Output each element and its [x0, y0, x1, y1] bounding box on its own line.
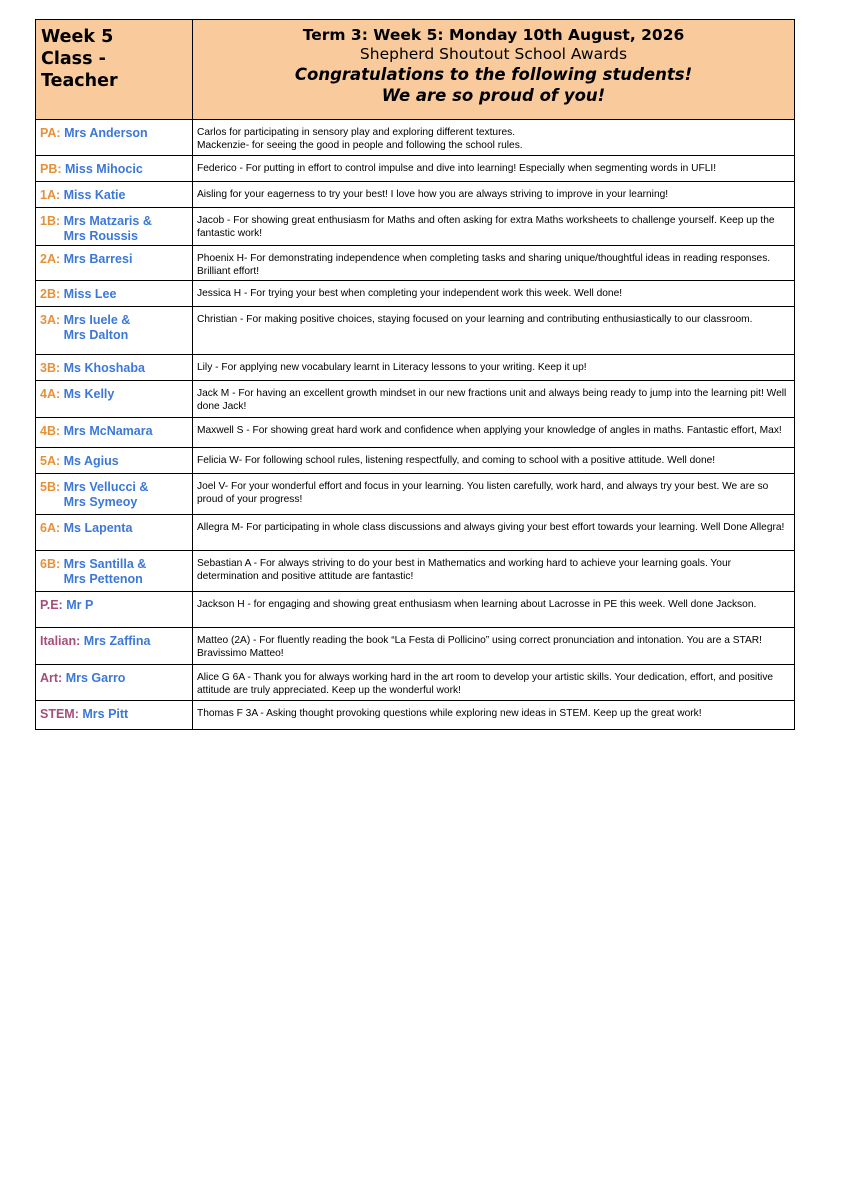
proud-line: We are so proud of you!: [381, 86, 606, 105]
award-row: [36, 515, 795, 551]
teacher-name-second: Mrs Dalton: [63, 328, 129, 342]
teacher-name: Mrs Garro: [65, 671, 126, 685]
award-row: [36, 551, 795, 592]
award-row: [36, 307, 795, 355]
class-code: 6A:: [40, 521, 61, 535]
class-teacher-cell: [36, 281, 193, 307]
teacher-name-second: Mrs Pettenon: [63, 572, 143, 586]
teacher-name: Mr P: [66, 598, 94, 612]
award-message: Phoenix H- For demonstrating independence when completing tasks and sharing unique/thoughtful ideas in reading responses. Brilliant effort!: [193, 246, 795, 281]
award-row: [36, 156, 795, 182]
teacher-names: [64, 252, 133, 267]
award-message: Thomas F 3A - Asking thought provoking questions while exploring new ideas in STEM. Keep up the great work!: [193, 701, 795, 730]
award-row: [36, 281, 795, 307]
class-code: 5A:: [40, 454, 61, 468]
teacher-names: [64, 387, 115, 402]
award-row: [36, 418, 795, 448]
class-teacher-cell: [36, 355, 193, 381]
award-message: Joel V- For your wonderful effort and focus in your learning. You listen carefully, work hard, and always try your best. We are so proud of your progress!: [193, 474, 795, 515]
teacher-names: [66, 598, 93, 613]
teacher-name: Miss Katie: [63, 188, 126, 202]
teacher-name: Miss Lee: [63, 287, 117, 301]
class-teacher-cell: [36, 307, 193, 355]
class-code: 2A:: [40, 252, 61, 266]
class-code: Italian:: [40, 634, 81, 648]
award-row: [36, 448, 795, 474]
award-message: Aisling for your eagerness to try your best! I love how you are always striving to improve in your learning!: [193, 182, 795, 208]
class-teacher-cell: [36, 628, 193, 665]
week-label: Week 5: [41, 27, 114, 47]
award-row: [36, 246, 795, 281]
class-code: 3A:: [40, 313, 61, 327]
class-teacher-cell: [36, 418, 193, 448]
class-code: STEM:: [40, 707, 79, 721]
class-teacher-cell: [36, 592, 193, 628]
class-code: 1B:: [40, 214, 61, 228]
class-teacher-label: Class - Teacher: [41, 49, 118, 91]
class-code: 3B:: [40, 361, 61, 375]
class-teacher-cell: [36, 246, 193, 281]
award-message: Sebastian A - For always striving to do your best in Mathematics and working hard to achieve your learning goals. Your determination and positive attitude are fantastic!: [193, 551, 795, 592]
teacher-name: Ms Lapenta: [63, 521, 133, 535]
class-teacher-cell: [36, 551, 193, 592]
teacher-names: [82, 707, 128, 722]
class-teacher-cell: [36, 701, 193, 730]
class-teacher-cell: [36, 448, 193, 474]
award-message: Alice G 6A - Thank you for always working hard in the art room to develop your artistic skills. Your dedication, effort, and positive attitude are truly appreciated. Keep up the wonderful work!: [193, 665, 795, 701]
teacher-names: [84, 634, 151, 649]
class-teacher-cell: [36, 381, 193, 418]
class-code: 2B:: [40, 287, 61, 301]
class-teacher-cell: [36, 474, 193, 515]
teacher-names: [64, 480, 149, 510]
class-code: P.E:: [40, 598, 63, 612]
class-teacher-cell: [36, 208, 193, 246]
teacher-name: Mrs McNamara: [63, 424, 153, 438]
header-title-cell: [193, 20, 795, 120]
teacher-names: [64, 521, 133, 536]
teacher-name: Mrs Barresi: [63, 252, 133, 266]
award-message: Jessica H - For trying your best when completing your independent work this week. Well done!: [193, 281, 795, 307]
class-code: PA:: [40, 126, 61, 140]
teacher-name: Ms Agius: [63, 454, 119, 468]
teacher-name: Mrs Matzaris &: [63, 214, 152, 228]
award-message: Christian - For making positive choices, staying focused on your learning and contributing enthusiastically to our classroom.: [193, 307, 795, 355]
award-row: [36, 592, 795, 628]
award-message: Jackson H - for engaging and showing great enthusiasm when learning about Lacrosse in PE this week. Well done Jackson.: [193, 592, 795, 628]
award-row: [36, 474, 795, 515]
class-code: Art:: [40, 671, 63, 685]
teacher-name: Mrs Pitt: [82, 707, 129, 721]
teacher-names: [66, 671, 126, 686]
award-message: Maxwell S - For showing great hard work and confidence when applying your knowledge of angles in maths. Fantastic effort, Max!: [193, 418, 795, 448]
teacher-names: [64, 313, 131, 343]
class-teacher-cell: [36, 156, 193, 182]
teacher-names: [64, 557, 147, 587]
term-date-title: Term 3: Week 5: Monday 10th August, 2026: [302, 26, 685, 44]
class-code: 4B:: [40, 424, 61, 438]
award-message: Lily - For applying new vocabulary learnt in Literacy lessons to your writing. Keep it up!: [193, 355, 795, 381]
award-row: [36, 381, 795, 418]
award-message: Jack M - For having an excellent growth mindset in our new fractions unit and always being ready to jump into the learning pit! Well done Jack!: [193, 381, 795, 418]
teacher-name: Mrs Anderson: [64, 126, 148, 140]
class-code: 4A:: [40, 387, 61, 401]
teacher-names: [64, 126, 148, 141]
teacher-names: [64, 214, 152, 244]
class-code: 5B:: [40, 480, 61, 494]
teacher-names: [65, 162, 143, 177]
class-teacher-cell: [36, 120, 193, 156]
header-row: [36, 20, 795, 120]
award-message: Felicia W- For following school rules, listening respectfully, and coming to school with a positive attitude. Well done!: [193, 448, 795, 474]
teacher-names: [64, 361, 145, 376]
teacher-name: Miss Mihocic: [65, 162, 143, 176]
awards-title: Shepherd Shoutout School Awards: [359, 45, 628, 63]
award-row: [36, 355, 795, 381]
class-code: 6B:: [40, 557, 61, 571]
awards-table: [35, 19, 795, 730]
award-row: [36, 628, 795, 665]
teacher-names: [64, 424, 153, 439]
award-message: Federico - For putting in effort to control impulse and dive into learning! Especially when segmenting words in UFLI!: [193, 156, 795, 182]
teacher-name: Mrs Zaffina: [83, 634, 151, 648]
class-teacher-cell: [36, 515, 193, 551]
congratulations-line: Congratulations to the following students!: [294, 65, 693, 84]
awards-document: [35, 19, 794, 730]
award-message: Carlos for participating in sensory play and exploring different textures. Mackenzie- for seeing the good in people and following the school rules.: [193, 120, 795, 156]
teacher-names: [64, 188, 126, 203]
teacher-name: Mrs Iuele &: [63, 313, 131, 327]
award-message: Jacob - For showing great enthusiasm for Maths and often asking for extra Maths worksheets to challenge yourself. Keep up the fantastic work!: [193, 208, 795, 246]
class-teacher-cell: [36, 182, 193, 208]
award-row: [36, 208, 795, 246]
award-row: [36, 182, 795, 208]
teacher-name-second: Mrs Symeoy: [63, 495, 138, 509]
teacher-name: Mrs Vellucci &: [63, 480, 149, 494]
teacher-name-second: Mrs Roussis: [63, 229, 138, 243]
award-row: [36, 665, 795, 701]
class-teacher-cell: [36, 665, 193, 701]
class-code: PB:: [40, 162, 62, 176]
header-left-cell: [36, 20, 193, 120]
teacher-names: [64, 287, 117, 302]
award-row: [36, 701, 795, 730]
teacher-name: Ms Khoshaba: [63, 361, 145, 375]
award-message: Allegra M- For participating in whole class discussions and always giving your best effort towards your learning. Well Done Allegra!: [193, 515, 795, 551]
class-code: 1A:: [40, 188, 61, 202]
teacher-name: Mrs Santilla &: [63, 557, 147, 571]
teacher-name: Ms Kelly: [63, 387, 115, 401]
award-row: [36, 120, 795, 156]
award-message: Matteo (2A) - For fluently reading the book “La Festa di Pollicino” using correct pronunciation and intonation. You are a STAR! Bravissimo Matteo!: [193, 628, 795, 665]
teacher-names: [64, 454, 119, 469]
